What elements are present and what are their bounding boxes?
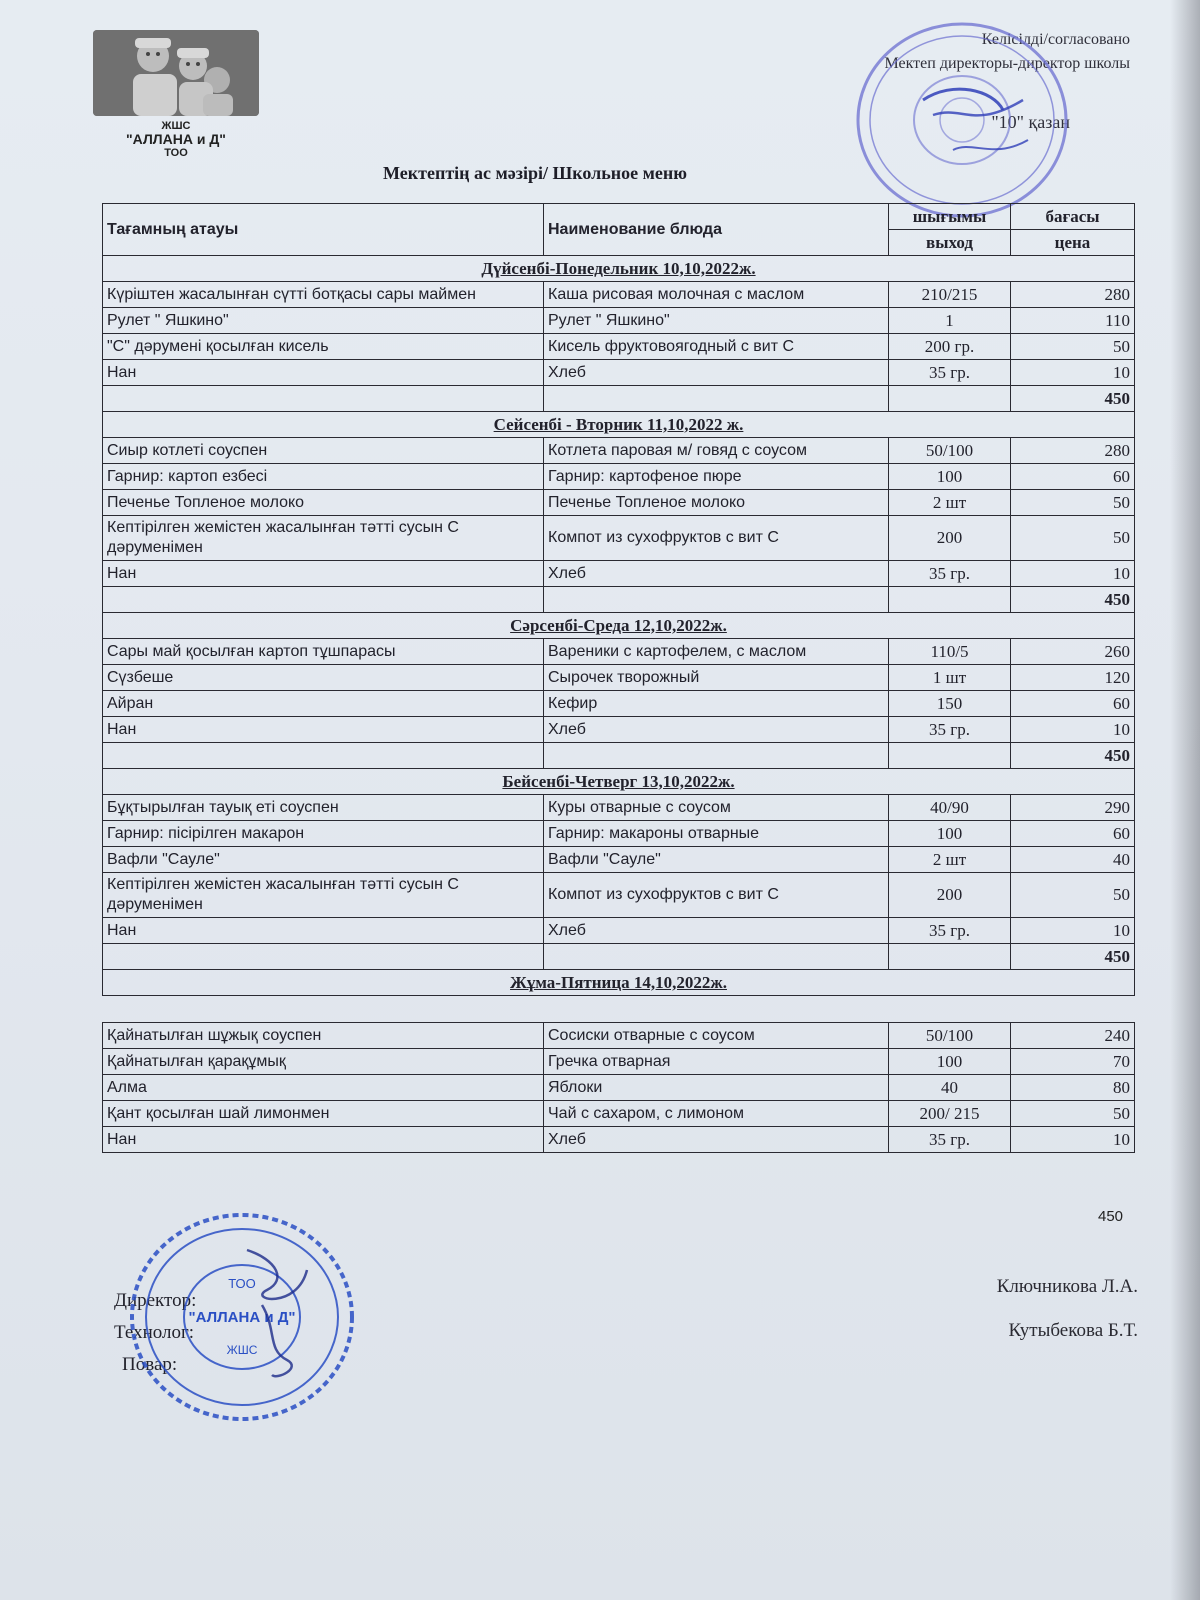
dish-output: 150 xyxy=(889,691,1011,717)
dish-name-kz: Қайнатылған қарақұмық xyxy=(103,1049,544,1075)
day-header-row xyxy=(103,769,1135,795)
dish-name-kz: Бұқтырылған тауық еті соуспен xyxy=(103,795,544,821)
dish-price: 280 xyxy=(1011,438,1135,464)
empty-cell xyxy=(544,944,889,970)
table-row xyxy=(103,1023,1135,1049)
table-row xyxy=(103,1101,1135,1127)
day-total-row xyxy=(103,587,1135,613)
signature-names xyxy=(997,1265,1138,1353)
dish-name-ru: Хлеб xyxy=(544,360,889,386)
table-row xyxy=(103,516,1135,561)
table-row xyxy=(103,438,1135,464)
dish-price: 60 xyxy=(1011,691,1135,717)
dish-name-ru: Хлеб xyxy=(544,717,889,743)
dish-name-kz: Нан xyxy=(103,360,544,386)
dish-price: 60 xyxy=(1011,821,1135,847)
menu-table xyxy=(102,203,1135,1153)
dish-name-ru: Хлеб xyxy=(544,561,889,587)
empty-cell xyxy=(889,944,1011,970)
dish-price: 290 xyxy=(1011,795,1135,821)
dish-output: 200 xyxy=(889,516,1011,561)
dish-name-ru: Гарнир: картофеное пюре xyxy=(544,464,889,490)
friday-total: 450 xyxy=(1098,1208,1124,1225)
dish-output: 1 шт xyxy=(889,665,1011,691)
school-stamp-icon xyxy=(853,20,1071,220)
dish-output: 50/100 xyxy=(889,1023,1011,1049)
dish-name-kz: Рулет " Яшкино" xyxy=(103,308,544,334)
dish-name-kz: Нан xyxy=(103,918,544,944)
dish-output: 40 xyxy=(889,1075,1011,1101)
logo-line-2: "АЛЛАНА и Д" xyxy=(126,131,226,148)
logo-line-1: ЖШС xyxy=(161,120,191,132)
dish-price: 70 xyxy=(1011,1049,1135,1075)
empty-cell xyxy=(889,386,1011,412)
dish-price: 50 xyxy=(1011,490,1135,516)
dish-name-kz: Айран xyxy=(103,691,544,717)
table-row xyxy=(103,1049,1135,1075)
dish-name-ru: Вафли "Сауле" xyxy=(544,847,889,873)
header-price-kz: бағасы xyxy=(1011,204,1135,230)
dish-price: 50 xyxy=(1011,334,1135,360)
table-row xyxy=(103,490,1135,516)
dish-name-kz: Сиыр котлеті соуспен xyxy=(103,438,544,464)
empty-cell xyxy=(103,944,544,970)
dish-output: 2 шт xyxy=(889,490,1011,516)
spacer-row xyxy=(103,996,1135,1023)
dish-output: 2 шт xyxy=(889,847,1011,873)
dish-name-kz: Нан xyxy=(103,1127,544,1153)
cook-label: Повар: xyxy=(122,1354,178,1375)
empty-cell xyxy=(103,587,544,613)
stamp-top-text: ТОО xyxy=(228,1276,256,1291)
day-total: 450 xyxy=(1011,587,1135,613)
dish-name-ru: Чай с сахаром, с лимоном xyxy=(544,1101,889,1127)
day-header-row xyxy=(103,970,1135,996)
dish-output: 35 гр. xyxy=(889,360,1011,386)
dish-price: 50 xyxy=(1011,1101,1135,1127)
dish-name-ru: Хлеб xyxy=(544,1127,889,1153)
table-row xyxy=(103,821,1135,847)
dish-name-kz: Алма xyxy=(103,1075,544,1101)
day-label: Сәрсенбі-Среда 12,10,2022ж. xyxy=(103,613,1135,639)
dish-name-kz: Гарнир: пісірілген макарон xyxy=(103,821,544,847)
table-row xyxy=(103,665,1135,691)
dish-name-ru: Гречка отварная xyxy=(544,1049,889,1075)
company-logo xyxy=(93,30,259,160)
table-row xyxy=(103,1127,1135,1153)
dish-name-kz: Нан xyxy=(103,717,544,743)
technologist-label: Технолог: xyxy=(114,1322,195,1343)
dish-price: 10 xyxy=(1011,561,1135,587)
day-total-row xyxy=(103,944,1135,970)
empty-cell xyxy=(889,743,1011,769)
day-total-row xyxy=(103,743,1135,769)
dish-name-ru: Печенье Топленое молоко xyxy=(544,490,889,516)
dish-output: 35 гр. xyxy=(889,561,1011,587)
table-row xyxy=(103,1075,1135,1101)
day-label: Дүйсенбі-Понедельник 10,10,2022ж. xyxy=(103,256,1135,282)
dish-price: 110 xyxy=(1011,308,1135,334)
day-label: Жұма-Пятница 14,10,2022ж. xyxy=(103,970,1135,996)
day-header-row xyxy=(103,412,1135,438)
dish-price: 80 xyxy=(1011,1075,1135,1101)
table-row xyxy=(103,334,1135,360)
dish-price: 60 xyxy=(1011,464,1135,490)
dish-output: 35 гр. xyxy=(889,717,1011,743)
dish-name-ru: Гарнир: макароны отварные xyxy=(544,821,889,847)
name-cook: Кутыбекова Б.Т. xyxy=(1008,1320,1138,1341)
dish-price: 10 xyxy=(1011,717,1135,743)
table-row xyxy=(103,795,1135,821)
dish-name-ru: Компот из сухофруктов с вит С xyxy=(544,873,889,918)
header-out-ru: выход xyxy=(889,230,1011,256)
stamp-middle-text: "АЛЛАНА и Д" xyxy=(188,1309,296,1326)
empty-cell xyxy=(103,743,544,769)
dish-output: 200/ 215 xyxy=(889,1101,1011,1127)
dish-price: 10 xyxy=(1011,360,1135,386)
dish-name-kz: Қант қосылған шай лимонмен xyxy=(103,1101,544,1127)
dish-name-ru: Яблоки xyxy=(544,1075,889,1101)
day-total: 450 xyxy=(1011,944,1135,970)
header-ru: Наименование блюда xyxy=(544,204,889,256)
header-out-kz: шығымы xyxy=(889,204,1011,230)
dish-output: 100 xyxy=(889,1049,1011,1075)
table-row xyxy=(103,464,1135,490)
dish-name-kz: Кептірілген жемістен жасалынған тәтті сусын С дәруменімен xyxy=(103,873,544,918)
table-row xyxy=(103,717,1135,743)
approval-line-1: Келісілді/согласовано xyxy=(981,31,1130,48)
dish-output: 210/215 xyxy=(889,282,1011,308)
dish-output: 35 гр. xyxy=(889,1127,1011,1153)
dish-output: 200 гр. xyxy=(889,334,1011,360)
dish-output: 35 гр. xyxy=(889,918,1011,944)
empty-cell xyxy=(889,587,1011,613)
dish-name-kz: Печенье Топленое молоко xyxy=(103,490,544,516)
dish-name-kz: Қайнатылған шұжық соуспен xyxy=(103,1023,544,1049)
day-label: Сейсенбі - Вторник 11,10,2022 ж. xyxy=(103,412,1135,438)
table-row xyxy=(103,691,1135,717)
header-kz: Тағамның атауы xyxy=(103,204,544,256)
dish-name-ru: Котлета паровая м/ говяд с соусом xyxy=(544,438,889,464)
approval-line-2: Мектеп директоры-директор школы xyxy=(884,55,1130,72)
dish-price: 50 xyxy=(1011,873,1135,918)
dish-name-kz: Күріштен жасалынған сүтті ботқасы сары маймен xyxy=(103,282,544,308)
table-row xyxy=(103,561,1135,587)
dish-price: 240 xyxy=(1011,1023,1135,1049)
dish-name-ru: Рулет " Яшкино" xyxy=(544,308,889,334)
dish-name-kz: Нан xyxy=(103,561,544,587)
table-row xyxy=(103,639,1135,665)
dish-price: 50 xyxy=(1011,516,1135,561)
dish-output: 100 xyxy=(889,464,1011,490)
dish-price: 280 xyxy=(1011,282,1135,308)
table-row xyxy=(103,360,1135,386)
dish-price: 120 xyxy=(1011,665,1135,691)
day-total-row xyxy=(103,386,1135,412)
table-row xyxy=(103,847,1135,873)
dish-name-kz: "С" дәрумені қосылған кисель xyxy=(103,334,544,360)
table-row xyxy=(103,873,1135,918)
dish-price: 10 xyxy=(1011,918,1135,944)
dish-name-ru: Каша рисовая молочная с маслом xyxy=(544,282,889,308)
day-label: Бейсенбі-Четверг 13,10,2022ж. xyxy=(103,769,1135,795)
spacer-cell xyxy=(103,996,1135,1023)
day-header-row xyxy=(103,256,1135,282)
empty-cell xyxy=(544,386,889,412)
approval-date: "10" қазан xyxy=(991,112,1070,132)
dish-output: 200 xyxy=(889,873,1011,918)
header-price-ru: цена xyxy=(1011,230,1135,256)
empty-cell xyxy=(103,386,544,412)
dish-output: 50/100 xyxy=(889,438,1011,464)
table-row xyxy=(103,308,1135,334)
day-total: 450 xyxy=(1011,743,1135,769)
dish-name-kz: Гарнир: картоп езбесі xyxy=(103,464,544,490)
dish-name-ru: Хлеб xyxy=(544,918,889,944)
page-shadow xyxy=(1170,0,1200,1600)
dish-name-ru: Куры отварные с соусом xyxy=(544,795,889,821)
name-technologist: Ключникова Л.А. xyxy=(996,1276,1138,1297)
dish-name-kz: Вафли "Сауле" xyxy=(103,847,544,873)
dish-name-kz: Сары май қосылған картоп тұшпарасы xyxy=(103,639,544,665)
day-total: 450 xyxy=(1011,386,1135,412)
day-header-row xyxy=(103,613,1135,639)
stamp-bottom-text: ЖШС xyxy=(226,1343,258,1357)
empty-cell xyxy=(544,743,889,769)
dish-name-kz: Кептірілген жемістен жасалынған тәтті сусын С дәруменімен xyxy=(103,516,544,561)
page-title: Мектептің ас мәзірі/ Школьное меню xyxy=(383,163,688,183)
table-row xyxy=(103,918,1135,944)
dish-name-ru: Вареники с картофелем, с маслом xyxy=(544,639,889,665)
dish-output: 110/5 xyxy=(889,639,1011,665)
dish-name-ru: Сырочек творожный xyxy=(544,665,889,691)
dish-name-ru: Компот из сухофруктов с вит С xyxy=(544,516,889,561)
dish-output: 1 xyxy=(889,308,1011,334)
dish-price: 260 xyxy=(1011,639,1135,665)
logo-line-3: ТОО xyxy=(164,147,188,160)
dish-name-ru: Кефир xyxy=(544,691,889,717)
dish-output: 40/90 xyxy=(889,795,1011,821)
company-stamp-icon xyxy=(127,1210,357,1424)
logo-image xyxy=(93,30,259,116)
dish-name-ru: Сосиски отварные с соусом xyxy=(544,1023,889,1049)
dish-price: 10 xyxy=(1011,1127,1135,1153)
dish-output: 100 xyxy=(889,821,1011,847)
director-label: Директор: xyxy=(114,1290,197,1311)
empty-cell xyxy=(544,587,889,613)
dish-name-ru: Кисель фруктовоягодный с вит С xyxy=(544,334,889,360)
table-row xyxy=(103,282,1135,308)
dish-price: 40 xyxy=(1011,847,1135,873)
dish-name-kz: Сүзбеше xyxy=(103,665,544,691)
